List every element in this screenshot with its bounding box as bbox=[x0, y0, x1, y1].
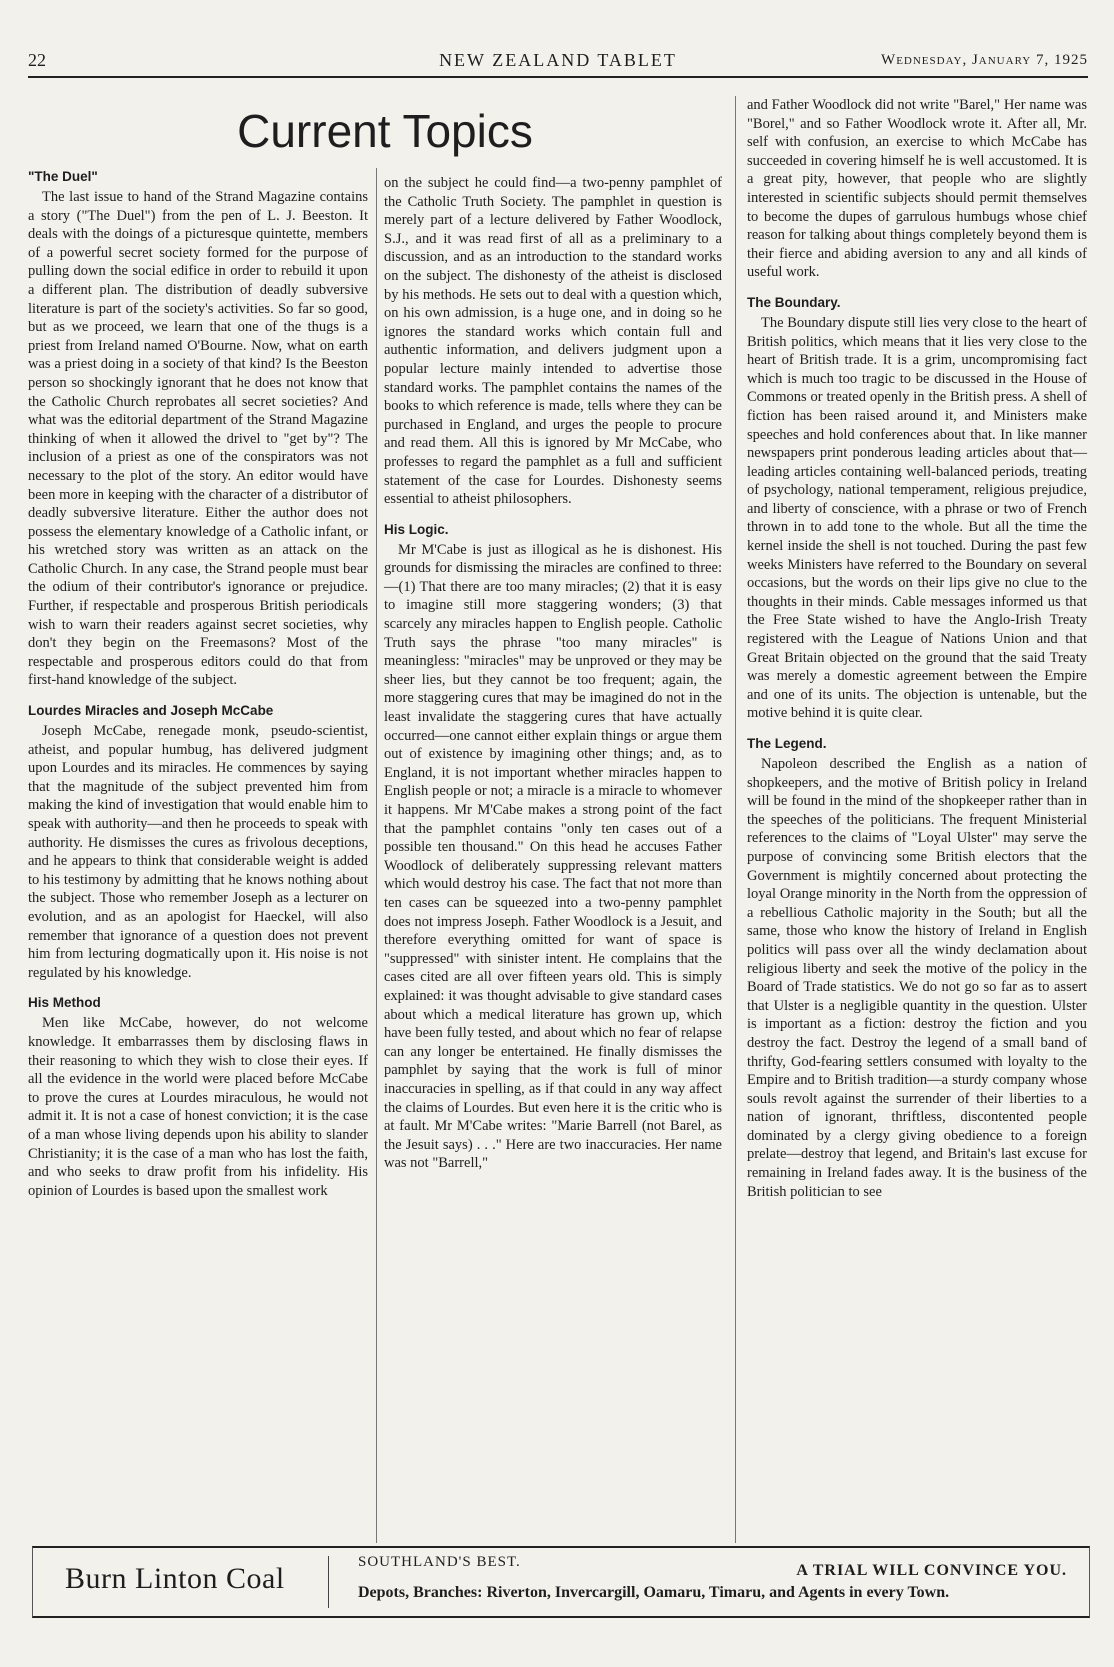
page-header bbox=[28, 50, 1088, 78]
heading-his-method: His Method bbox=[28, 995, 101, 1011]
ad-divider bbox=[328, 1556, 329, 1608]
paragraph: Men like McCabe, however, do not welcome knowledge. It embarrasses them by disclosing flaws in their reasoning to which they wish to close their eyes. If all the evidence in the world were placed before McCabe to prove the cures at Lourdes miraculous, he would not admit it. It is not a case of honest conviction; it is the case of a man whose living depends upon his ability to slander Christianity; it is the case of a man who has lost the faith, and who seeks to draw profit from his infidelity. His opinion of Lourdes is based upon the smallest work bbox=[28, 1015, 368, 1199]
issue-date: Wednesday, January 7, 1925 bbox=[881, 52, 1088, 68]
paragraph: Napoleon described the English as a nation of shopkeepers, and the motive of British policy in Ireland will be found in the mind of the shopkeeper rather than in the speeches of the politicians. The frequent Ministerial references to the claims of "Loyal Ulster" may serve the purpose of convincing some British electors that the Government is mightily concerned about protecting the loyal Orange minority in the North from the oppression of a rebellious Catholic majority in the South; but all the same, those who know the history of Ireland in English politics will pass over all the windy declamation about religious liberty and seek the motive of the policy in the Board of Trade statistics. We do not go so far as to assert that Ulster is a negligible quantity in the question. Ulster is important as a fiction: destroy the fiction and you destroy the fact. Destroy the legend of a small band of thrifty, God-fearing settlers consumed with loyalty to the Empire and to British tradition—a sturdy company whose souls revolt against the surrender of their liberties to a nation of ignorant, thriftless, discontented people dominated by a clergy giving obedience to a foreign prelate—destroy that legend, and Britain's last excuse for remaining in Ireland fades away. It is the business of the British politician to see bbox=[747, 756, 1087, 1200]
column-divider bbox=[735, 96, 736, 1543]
column-1 bbox=[28, 168, 368, 1200]
paragraph: Mr M'Cabe is just as illogical as he is dishonest. His grounds for dismissing the miracles are confined to three:—(1) That there are too many miracles; (2) that it is easy to imagine still more staggering wonders; (3) that scarcely any miracles happen to English people. Catholic Truth says the phrase "too many miracles" is meaningless: "miracles" may be unproved or they may be sheer lies, but they cannot be too frequent; again, the more staggering cures that may be imagined do not in the least invalidate the staggering cures that have actually occurred—one cannot either explain things or argue them out of existence by imagining other things; and, as to England, it is not important whether miracles happen to English people or not; a miracle is a miracle to whomever it happens. Mr M'Cabe makes a strong point of the fact that the pamphlet contains "only ten cases out of a possible ten thousand." On this head he accuses Father Woodlock of deliberately suppressing relevant matters which would destroy his case. The fact that not more than ten cases can be squeezed into a two-penny pamphlet does not impress Joseph. Father Woodlock is a Jesuit, and therefore everything omitted for want of space is "suppressed" with sinister intent. He complains that the cases cited are all over fifteen years old. This is simply explained: it was thought advisable to give standard cases about which a medical literature has grown up, which have been fully tested, and about which no fear of relapse can any longer be entertained. He finally dismisses the pamphlet by saying that the work is full of minor inaccuracies in spelling, as if that could in any way affect the claims of Lourdes. But even here it is the critic who is at fault. Mr M'Cabe writes: "Marie Barrell (not Barel, as the Jesuit says) . . ." Here are two inaccuracies. Her name was not "Barrell," bbox=[384, 541, 722, 1172]
advertisement bbox=[32, 1546, 1090, 1618]
ad-tagline: A TRIAL WILL CONVINCE YOU. bbox=[796, 1562, 1067, 1579]
column-2 bbox=[384, 174, 722, 1173]
heading-the-boundary: The Boundary. bbox=[747, 294, 841, 310]
heading-his-logic: His Logic. bbox=[384, 521, 449, 537]
paragraph: The last issue to hand of the Strand Magazine contains a story ("The Duel") from the pen of L. J. Beeston. It deals with the doings of a picturesque quintette, members of a powerful secret society formed for the purpose of pulling down the social edifice in order to rebuild it upon a different plan. The distribution of deadly subversive literature is part of the society's activities. So far so good, but as we proceed, we learn that one of the thugs is a priest from Ireland named O'Bourne. Now, what on earth was a priest doing in a society of that kind? Is the Beeston person so shockingly ignorant that he does not know that the Catholic Church reprobates all secret societies? And what was the editorial department of the Strand Magazine thinking of when it allowed the drivel to "get by"? The inclusion of a priest as one of the conspirators was not necessary to the plot of the story. An editor would have been more in keeping with the character of a distributor of deadly subversive literature. Either the author does not possess the elementary knowledge of a Catholic infant, or his wretched story was written as an attack on the Catholic Church. In any case, the Strand people must bear the odium of their contributor's ignorance or prejudice. Further, if respectable and prosperous British periodicals wish to warn their readers against secret societies, why don't they begin on the Freemasons? Most of the respectable and prosperous editors could do that from first-hand knowledge of the subject. bbox=[28, 189, 368, 689]
heading-the-legend: The Legend. bbox=[747, 736, 827, 751]
paragraph: and Father Woodlock did not write "Barel," Her name was "Borel," and so Father Woodlock wrote it. After all, Mr. self with confusion, an exercise to which McCabe has succeeded in covering himself he is well accustomed. It is a great pity, however, that people who are slightly interested in scientific subjects should permit themselves to become the dupes of garrulous humbugs whose chief reason for talking about things completely beyond them is their fierce and abiding aversion to any and all kinds of useful work. bbox=[747, 97, 1087, 281]
ad-slogan: SOUTHLAND'S BEST. bbox=[358, 1554, 521, 1570]
heading-the-duel: "The Duel" bbox=[28, 169, 98, 184]
ad-depots: Depots, Branches: Riverton, Invercargill, Oamaru, Timaru, and Agents in every Town. bbox=[358, 1584, 950, 1601]
paragraph: The Boundary dispute still lies very close to the heart of British politics, which means that it lies very close to the heart of British trade. It is a grim, uncompromising fact which is much too tragic to be discussed in the House of Commons or treated openly in the British press. A shell of fiction has been raised around it, and Ministers make speeches and hold conferences about that. In like manner newspapers print ponderous leading articles about that—leading articles containing well-balanced periods, treating of psychology, national temperament, religious prejudice, and liberty of conscience, with a phrase or two of French thrown in to add tone to the whole. But all the time the kernel inside the shell is not touched. During the past few weeks Ministers have referred to the Boundary on several occasions, but the words on their lips give no clue to the thoughts in their minds. Cable messages informed us that the Free State wished to have the Anglo-Irish Treaty registered with the League of Nations Union and that Great Britain objected on the ground that the said Treaty was merely a domestic agreement between the Empire and one of its units. The objection is untenable, but the motive behind it is quite clear. bbox=[747, 314, 1087, 722]
paragraph: Joseph McCabe, renegade monk, pseudo-scientist, atheist, and popular humbug, has delivered judgment upon Lourdes and its miracles. He commences by saying that the magnitude of the subject prevented him from making the kind of investigation that would enable him to speak with authority—and then he proceeds to speak with authority. He dismisses the cures as frivolous deceptions, and he appears to think that considerable weight is added to his testimony by admitting that he knows nothing about the subject. Those who remember Joseph as a lecturer on evolution, and as an apologist for Haeckel, will also remember that ignorance of a question does not prevent him from lecturing dogmatically upon it. His noise is not regulated by his knowledge. bbox=[28, 723, 368, 981]
heading-lourdes-miracles: Lourdes Miracles and Joseph McCabe bbox=[28, 703, 274, 719]
section-title: Current Topics bbox=[237, 105, 533, 157]
newspaper-name: NEW ZEALAND TABLET bbox=[439, 50, 677, 70]
ad-brand-name: Burn Linton Coal bbox=[65, 1562, 285, 1595]
column-3 bbox=[747, 96, 1087, 1201]
page-number: 22 bbox=[28, 50, 46, 70]
paragraph: on the subject he could find—a two-penny pamphlet of the Catholic Truth Society. The pamphlet in question is merely part of a lecture delivered by Father Woodlock, S.J., and it was read first of all as a preliminary to a discussion, and as an introduction to the standard works on the subject. The dishonesty of the atheist is disclosed by his methods. He sets out to deal with a question which, on his own admission, is a huge one, and in doing so he ignores the standard works which contain full and authentic information, and delivers judgment upon a popular lecture mainly intended to advertise those standard works. The pamphlet contains the names of the books to which reference is made, tells where they can be purchased in England, and urges the people to procure and read them. All this is ignored by Mr McCabe, who professes to regard the pamphlet as a full and sufficient statement of the case for Lourdes. Dishonesty seems essential to atheist philosophers. bbox=[384, 175, 722, 508]
column-divider bbox=[376, 168, 377, 1543]
